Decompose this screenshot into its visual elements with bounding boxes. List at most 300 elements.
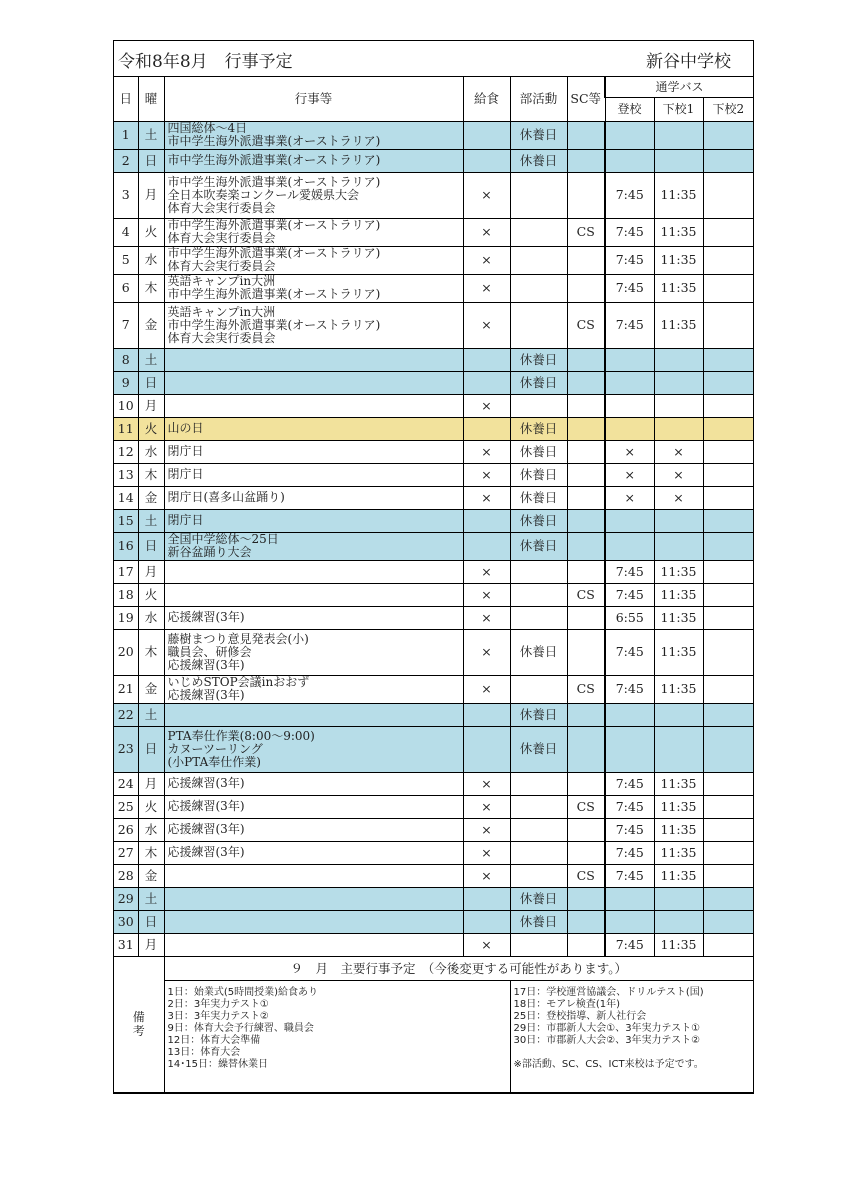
lunch-cell: × (463, 440, 510, 463)
club-cell (510, 302, 567, 348)
club-cell: 休養日 (510, 348, 567, 371)
lunch-cell (463, 417, 510, 440)
events-cell (164, 417, 463, 440)
weekday-cell: 日 (138, 726, 164, 772)
day-row (114, 172, 753, 218)
weekday-cell: 土 (138, 887, 164, 910)
bus-in-cell (605, 509, 654, 532)
day-cell: 6 (114, 274, 138, 302)
club-cell (510, 606, 567, 629)
bus-out1-cell: 11:35 (654, 302, 703, 348)
col-day-header: 日 (114, 77, 138, 121)
events-cell (164, 121, 463, 149)
bus-out1-cell (654, 149, 703, 172)
day-cell: 9 (114, 371, 138, 394)
bus-in-cell: 7:45 (605, 218, 654, 246)
bus-in-cell: 7:45 (605, 246, 654, 274)
club-cell (510, 560, 567, 583)
events-cell (164, 302, 463, 348)
bus-out2-cell (703, 463, 753, 486)
lunch-cell: × (463, 841, 510, 864)
sc-cell: CS (567, 795, 605, 818)
bus-in-cell: 7:45 (605, 933, 654, 956)
bus-out2-cell (703, 172, 753, 218)
bus-in-cell (605, 417, 654, 440)
lunch-cell: × (463, 274, 510, 302)
bus-out1-cell: × (654, 486, 703, 509)
bus-in-cell: × (605, 486, 654, 509)
bus-out2-cell (703, 703, 753, 726)
bus-out2-cell (703, 772, 753, 795)
notes-heading-row (114, 956, 753, 980)
events-cell (164, 910, 463, 933)
bus-in-cell: 7:45 (605, 302, 654, 348)
bus-in-cell: × (605, 463, 654, 486)
club-cell: 休養日 (510, 726, 567, 772)
weekday-cell: 木 (138, 274, 164, 302)
page-title: 令和8年8月 行事予定 (118, 52, 293, 72)
day-cell: 30 (114, 910, 138, 933)
weekday-cell: 木 (138, 629, 164, 675)
day-row (114, 440, 753, 463)
bus-out1-cell: 11:35 (654, 864, 703, 887)
bus-out2-cell (703, 274, 753, 302)
club-cell: 休養日 (510, 371, 567, 394)
bus-in-cell (605, 149, 654, 172)
day-cell: 23 (114, 726, 138, 772)
col-lunch-header: 給食 (463, 77, 510, 121)
event-line: 職員会、研修会 (167, 644, 252, 659)
day-cell: 17 (114, 560, 138, 583)
lunch-cell (463, 887, 510, 910)
day-row (114, 274, 753, 302)
event-line: いじめSTOP会議inおおず (167, 675, 310, 689)
bus-out1-cell: 11:35 (654, 795, 703, 818)
weekday-cell: 日 (138, 371, 164, 394)
notes-heading: ９ 月 主要行事予定 （今後変更する可能性があります。） (164, 956, 753, 980)
bus-out2-cell (703, 726, 753, 772)
lunch-cell: × (463, 218, 510, 246)
schedule-rows (114, 121, 753, 956)
notes-body-row (114, 980, 753, 1092)
bus-out1-cell: 11:35 (654, 583, 703, 606)
sc-cell: CS (567, 218, 605, 246)
event-line: 山の日 (167, 421, 204, 435)
bus-out1-cell: 11:35 (654, 818, 703, 841)
day-row (114, 772, 753, 795)
sc-cell (567, 394, 605, 417)
sc-cell (567, 463, 605, 486)
bus-in-cell (605, 726, 654, 772)
bus-out2-cell (703, 933, 753, 956)
day-cell: 18 (114, 583, 138, 606)
day-row (114, 302, 753, 348)
bus-out2-cell (703, 606, 753, 629)
day-row (114, 864, 753, 887)
sc-cell: CS (567, 675, 605, 703)
club-cell (510, 675, 567, 703)
bus-in-cell (605, 348, 654, 371)
bus-in-cell: 7:45 (605, 629, 654, 675)
lunch-cell (463, 726, 510, 772)
weekday-cell: 土 (138, 121, 164, 149)
events-cell (164, 274, 463, 302)
lunch-cell: × (463, 795, 510, 818)
day-cell: 11 (114, 417, 138, 440)
event-line: 閉庁日 (167, 467, 204, 481)
event-line: 体育大会実行委員会 (167, 330, 276, 345)
lunch-cell: × (463, 463, 510, 486)
club-cell: 休養日 (510, 417, 567, 440)
day-cell: 27 (114, 841, 138, 864)
sc-cell (567, 149, 605, 172)
lunch-cell: × (463, 583, 510, 606)
day-row (114, 218, 753, 246)
weekday-cell: 月 (138, 172, 164, 218)
event-line: 全日本吹奏楽コンクール愛媛県大会 (167, 187, 360, 202)
bus-in-cell (605, 121, 654, 149)
bus-out1-cell: 11:35 (654, 841, 703, 864)
event-line: 閉庁日 (167, 513, 204, 527)
club-cell (510, 772, 567, 795)
sc-cell (567, 772, 605, 795)
bus-out1-cell: 11:35 (654, 274, 703, 302)
sc-cell (567, 629, 605, 675)
events-cell (164, 486, 463, 509)
day-cell: 16 (114, 532, 138, 560)
event-line: 応援練習(3年) (167, 610, 245, 624)
weekday-cell: 金 (138, 675, 164, 703)
note-line: 29日：市郡新人大会①、3年実力テスト① (513, 1022, 701, 1034)
events-cell (164, 726, 463, 772)
weekday-cell: 水 (138, 606, 164, 629)
day-row (114, 583, 753, 606)
sc-cell (567, 910, 605, 933)
col-bus-header: 通学バス (605, 77, 753, 97)
day-row (114, 246, 753, 274)
bus-in-cell (605, 887, 654, 910)
bus-out1-cell (654, 394, 703, 417)
bus-out2-cell (703, 348, 753, 371)
day-cell: 7 (114, 302, 138, 348)
sc-cell (567, 274, 605, 302)
lunch-cell (463, 121, 510, 149)
sc-cell: CS (567, 864, 605, 887)
day-cell: 4 (114, 218, 138, 246)
lunch-cell (463, 371, 510, 394)
lunch-cell (463, 149, 510, 172)
lunch-cell: × (463, 172, 510, 218)
sc-cell: CS (567, 302, 605, 348)
day-cell: 15 (114, 509, 138, 532)
bus-out2-cell (703, 675, 753, 703)
bus-out2-cell (703, 795, 753, 818)
bus-out1-cell (654, 887, 703, 910)
bus-out2-cell (703, 583, 753, 606)
day-cell: 25 (114, 795, 138, 818)
lunch-cell: × (463, 933, 510, 956)
col-sc-header: SC等 (567, 77, 605, 121)
club-cell: 休養日 (510, 509, 567, 532)
event-line: カヌーツーリング (167, 741, 263, 756)
event-line: 閉庁日 (167, 444, 204, 458)
event-line: 応援練習(3年) (167, 845, 245, 859)
bus-out1-cell: × (654, 440, 703, 463)
events-cell (164, 606, 463, 629)
schedule-table (114, 77, 753, 1093)
day-row (114, 486, 753, 509)
bus-out2-cell (703, 394, 753, 417)
note-line: 30日：市郡新人大会②、3年実力テスト② (513, 1034, 701, 1046)
day-cell: 8 (114, 348, 138, 371)
day-row (114, 726, 753, 772)
day-row (114, 121, 753, 149)
sc-cell (567, 417, 605, 440)
title-bar (114, 41, 753, 77)
event-line: 応援練習(3年) (167, 776, 245, 790)
event-line: 体育大会実行委員会 (167, 200, 276, 215)
events-cell (164, 887, 463, 910)
note-line: 2日：3年実力テスト① (167, 998, 269, 1010)
sc-cell (567, 818, 605, 841)
events-cell (164, 933, 463, 956)
bus-in-cell (605, 532, 654, 560)
day-cell: 31 (114, 933, 138, 956)
day-cell: 10 (114, 394, 138, 417)
lunch-cell (463, 509, 510, 532)
lunch-cell: × (463, 772, 510, 795)
events-cell (164, 772, 463, 795)
weekday-cell: 土 (138, 703, 164, 726)
bus-out1-cell: 11:35 (654, 246, 703, 274)
sc-cell (567, 726, 605, 772)
day-row (114, 675, 753, 703)
day-cell: 22 (114, 703, 138, 726)
club-cell (510, 394, 567, 417)
club-cell (510, 864, 567, 887)
sc-cell (567, 841, 605, 864)
day-row (114, 841, 753, 864)
bus-out2-cell (703, 121, 753, 149)
lunch-cell: × (463, 818, 510, 841)
bus-out2-cell (703, 302, 753, 348)
sc-cell (567, 172, 605, 218)
day-row (114, 910, 753, 933)
bus-out1-cell (654, 121, 703, 149)
day-row (114, 371, 753, 394)
lunch-cell (463, 910, 510, 933)
sc-cell (567, 532, 605, 560)
lunch-cell: × (463, 486, 510, 509)
weekday-cell: 金 (138, 302, 164, 348)
club-cell (510, 933, 567, 956)
events-cell (164, 246, 463, 274)
club-cell (510, 841, 567, 864)
day-cell: 28 (114, 864, 138, 887)
bus-in-cell: 7:45 (605, 864, 654, 887)
events-cell (164, 629, 463, 675)
bus-in-cell (605, 703, 654, 726)
events-cell (164, 818, 463, 841)
event-line: 応援練習(3年) (167, 822, 245, 836)
weekday-cell: 日 (138, 532, 164, 560)
col-bus-out2-header: 下校2 (703, 97, 753, 121)
sc-cell (567, 121, 605, 149)
bus-out1-cell (654, 910, 703, 933)
bus-out1-cell: 11:35 (654, 218, 703, 246)
note-line: 18日：モアレ検査(1年) (513, 998, 620, 1010)
col-events-header: 行事等 (164, 77, 463, 121)
events-cell (164, 440, 463, 463)
day-row (114, 933, 753, 956)
day-row (114, 629, 753, 675)
day-row (114, 394, 753, 417)
day-cell: 1 (114, 121, 138, 149)
club-cell (510, 172, 567, 218)
event-line: 英語キャンプin大洲 (167, 274, 276, 288)
bus-out2-cell (703, 864, 753, 887)
bus-out1-cell (654, 726, 703, 772)
bus-out1-cell: 11:35 (654, 172, 703, 218)
day-cell: 14 (114, 486, 138, 509)
events-cell (164, 675, 463, 703)
bus-out1-cell: 11:35 (654, 606, 703, 629)
bus-out2-cell (703, 246, 753, 274)
club-cell: 休養日 (510, 703, 567, 726)
weekday-cell: 土 (138, 348, 164, 371)
club-cell (510, 583, 567, 606)
day-cell: 12 (114, 440, 138, 463)
weekday-cell: 水 (138, 440, 164, 463)
weekday-cell: 日 (138, 149, 164, 172)
col-bus-out1-header: 下校1 (654, 97, 703, 121)
bus-out1-cell: 11:35 (654, 772, 703, 795)
bus-out2-cell (703, 841, 753, 864)
sc-cell (567, 887, 605, 910)
note-line: 13日：体育大会 (167, 1046, 241, 1058)
day-row (114, 887, 753, 910)
day-cell: 13 (114, 463, 138, 486)
event-line: 市中学生海外派遣事業(オーストラリア) (167, 174, 381, 189)
club-cell (510, 795, 567, 818)
note-line: ※部活動、SC、CS、ICT来校は予定です。 (513, 1058, 704, 1070)
weekday-cell: 日 (138, 910, 164, 933)
day-row (114, 509, 753, 532)
weekday-cell: 月 (138, 933, 164, 956)
bus-in-cell: 7:45 (605, 583, 654, 606)
bus-out1-cell (654, 509, 703, 532)
note-line: 12日：体育大会準備 (167, 1034, 261, 1046)
bus-out1-cell (654, 417, 703, 440)
bus-out2-cell (703, 509, 753, 532)
schedule-sheet (113, 40, 754, 1094)
bus-in-cell: 7:45 (605, 560, 654, 583)
event-line: 閉庁日(喜多山盆踊り) (167, 490, 285, 504)
bus-out2-cell (703, 629, 753, 675)
events-cell (164, 864, 463, 887)
club-cell (510, 274, 567, 302)
lunch-cell: × (463, 394, 510, 417)
sc-cell (567, 606, 605, 629)
event-line: 応援練習(3年) (167, 688, 245, 702)
bus-out1-cell: 11:35 (654, 560, 703, 583)
day-cell: 20 (114, 629, 138, 675)
weekday-cell: 金 (138, 486, 164, 509)
club-cell: 休養日 (510, 121, 567, 149)
bus-in-cell: 7:45 (605, 772, 654, 795)
school-name: 新谷中学校 (646, 52, 731, 72)
club-cell: 休養日 (510, 887, 567, 910)
bus-out2-cell (703, 560, 753, 583)
events-cell (164, 583, 463, 606)
bus-out2-cell (703, 887, 753, 910)
day-cell: 3 (114, 172, 138, 218)
day-row (114, 532, 753, 560)
club-cell (510, 218, 567, 246)
bus-out2-cell (703, 910, 753, 933)
club-cell: 休養日 (510, 149, 567, 172)
col-weekday-header: 曜 (138, 77, 164, 121)
club-cell: 休養日 (510, 910, 567, 933)
club-cell: 休養日 (510, 440, 567, 463)
col-club-header: 部活動 (510, 77, 567, 121)
bus-out1-cell (654, 532, 703, 560)
bus-in-cell (605, 394, 654, 417)
day-cell: 29 (114, 887, 138, 910)
day-row (114, 417, 753, 440)
note-line: 3日：3年実力テスト② (167, 1010, 269, 1022)
sc-cell (567, 371, 605, 394)
event-line: 全国中学総体～25日 (167, 532, 279, 546)
bus-out2-cell (703, 149, 753, 172)
event-line: 応援練習(3年) (167, 657, 245, 672)
day-row (114, 795, 753, 818)
sc-cell (567, 933, 605, 956)
weekday-cell: 火 (138, 583, 164, 606)
day-row (114, 560, 753, 583)
weekday-cell: 月 (138, 772, 164, 795)
day-row (114, 463, 753, 486)
events-cell (164, 348, 463, 371)
sc-cell (567, 486, 605, 509)
day-cell: 5 (114, 246, 138, 274)
sc-cell (567, 703, 605, 726)
event-line: 市中学生海外派遣事業(オーストラリア) (167, 134, 381, 148)
weekday-cell: 月 (138, 394, 164, 417)
sc-cell (567, 440, 605, 463)
club-cell: 休養日 (510, 486, 567, 509)
day-row (114, 149, 753, 172)
weekday-cell: 木 (138, 841, 164, 864)
day-cell: 24 (114, 772, 138, 795)
bus-out2-cell (703, 218, 753, 246)
events-cell (164, 509, 463, 532)
club-cell: 休養日 (510, 629, 567, 675)
club-cell: 休養日 (510, 532, 567, 560)
bus-out1-cell: 11:35 (654, 629, 703, 675)
weekday-cell: 土 (138, 509, 164, 532)
events-cell (164, 463, 463, 486)
bus-in-cell: 7:45 (605, 818, 654, 841)
note-line: 9日：体育大会予行練習、職員会 (167, 1022, 314, 1034)
bus-out2-cell (703, 486, 753, 509)
notes-left-list (168, 987, 507, 1071)
note-line: 14･15日：繰替休業日 (167, 1058, 268, 1070)
day-cell: 19 (114, 606, 138, 629)
events-cell (164, 560, 463, 583)
event-line: PTA奉仕作業(8:00～9:00) (167, 728, 315, 743)
bus-out2-cell (703, 440, 753, 463)
